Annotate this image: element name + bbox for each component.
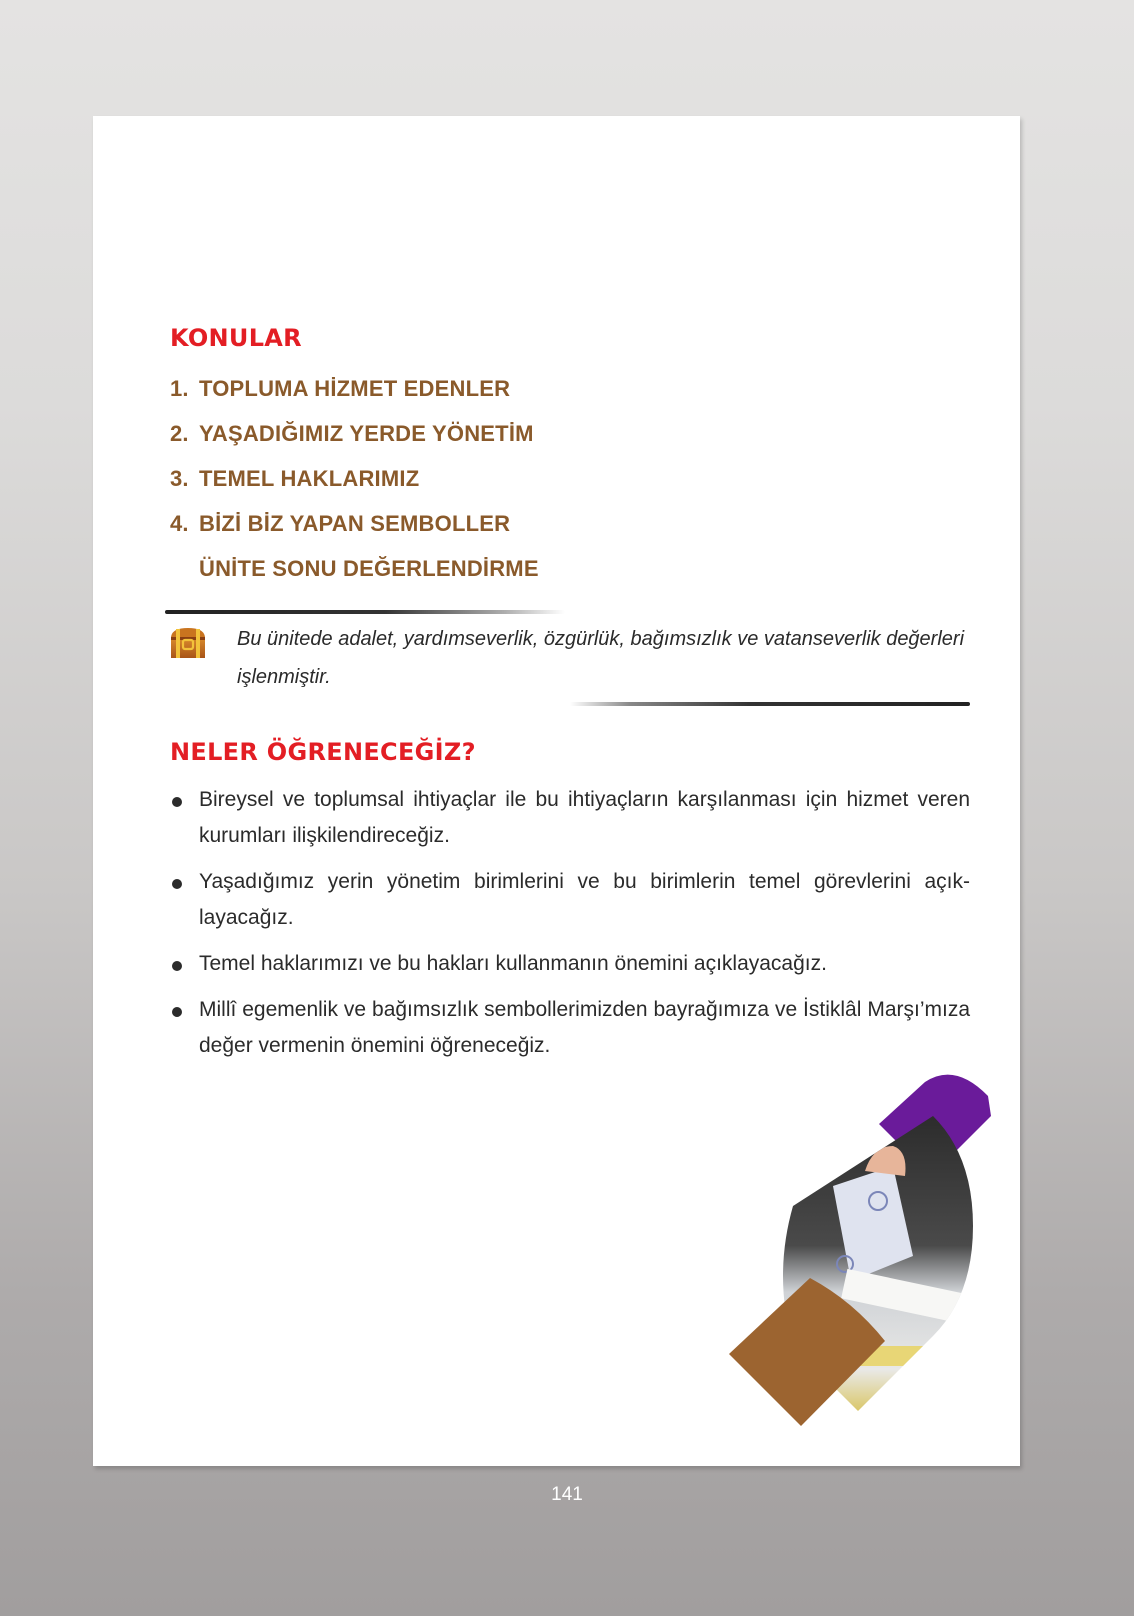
learning-goals-heading: NELER ÖĞRENECEĞİZ? [170,738,476,766]
topics-heading: KONULAR [170,324,302,352]
brown-petal [729,1278,885,1426]
ballot-box-photo [773,1106,983,1416]
bullet-icon [172,879,182,889]
topics-list [170,374,539,599]
goal-item [170,782,970,854]
document-page [93,116,1020,1466]
topic-number: 1. [170,376,189,401]
bullet-icon [172,961,182,971]
learning-goals-list [170,782,970,1074]
topic-item [170,374,539,419]
topic-label: YAŞADIĞIMIZ YERDE YÖNETİM [199,421,534,446]
goal-text: Temel haklarımızı ve bu hakları kullanmanın önemini açıklayacağız. [199,952,827,975]
divider-top [165,610,565,614]
topic-label: TEMEL HAKLARIMIZ [199,466,420,491]
divider-bottom [570,702,970,706]
topic-item [170,464,539,509]
goal-text: Bireysel ve toplumsal ihtiyaçlar ile bu ihtiyaçların karşılanması için hizmet veren kurumları ilişkilendireceğiz. [199,788,970,847]
topic-label: ÜNİTE SONU DEĞERLENDİRME [199,556,539,581]
treasure-chest-icon [169,626,207,660]
bullet-icon [172,797,182,807]
topic-number: 2. [170,421,189,446]
values-text: Bu ünitede adalet, yardımseverlik, özgürlük, bağımsızlık ve vatanseverlik değerleri işlenmiştir. [237,628,965,688]
topic-item [170,419,539,464]
goal-item [170,946,970,982]
values-note [165,610,985,710]
topic-item-unit-review [170,554,539,599]
goal-text: Yaşadığımız yerin yönetim birimlerini ve bu birimlerin temel görevlerini açık-layacağız. [199,870,970,929]
goal-item [170,992,970,1064]
page-number: 141 [551,1484,583,1505]
topic-number: 3. [170,466,189,491]
topic-number: 4. [170,511,189,536]
purple-petal [879,1075,991,1176]
topic-item [170,509,539,554]
goal-text: Millî egemenlik ve bağımsızlık sembollerimizden bayrağımıza ve İstiklâl Marşı’mıza değer vermenin önemini öğreneceğiz. [199,998,970,1057]
topic-label: TOPLUMA HİZMET EDENLER [199,376,511,401]
topic-label: BİZİ BİZ YAPAN SEMBOLLER [199,511,511,536]
goal-item [170,864,970,936]
bullet-icon [172,1007,182,1017]
